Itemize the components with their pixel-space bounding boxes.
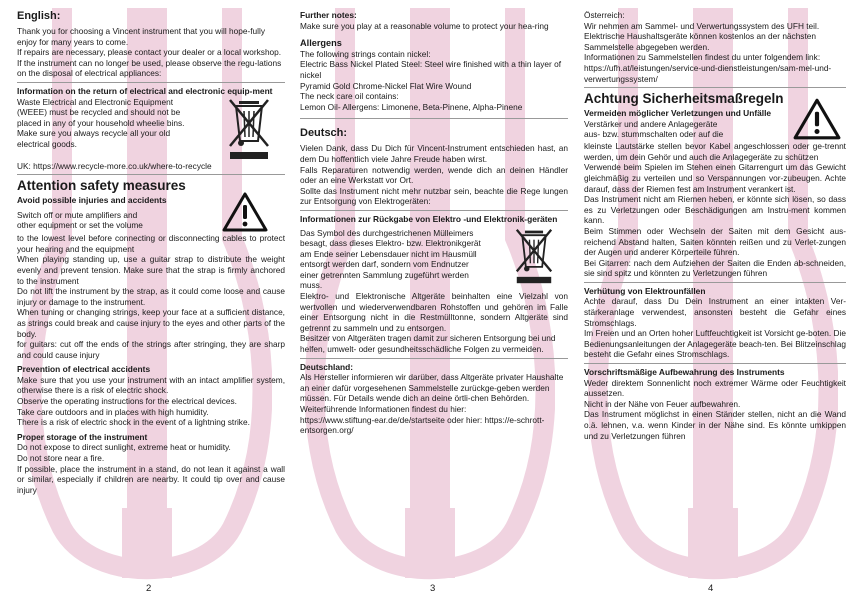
return-line: Das Symbol des durchgestrichenen Mülleimers <box>300 227 474 238</box>
return-line: entsorgt werden darf, sondern vom Endnutzer <box>300 259 469 270</box>
divider <box>584 282 846 283</box>
avoid-heading: Vermeiden möglicher Verletzungen und Unfälle <box>584 108 772 119</box>
warning-triangle-icon <box>221 191 269 233</box>
english-heading: English: <box>17 10 61 22</box>
divider <box>300 118 568 119</box>
avoid-paragraph: Verwende beim Spielen im Stehen einen Gitarrengurt um das Gewicht gleichmäßig zu verteilen und so Verspannungen vor-zubeugen. Achte darauf, dass der Riemen fest am Instrument verankert ist. <box>584 162 846 194</box>
return-line: einer getrennten Sammlung zugeführt werden <box>300 269 469 280</box>
allergens-line: Pyramid Gold Chrome-Nickel Flat Wire Wound <box>300 80 472 91</box>
allergens-line: Lemon Oil- Allergens: Limonene, Beta-Pinene, Alpha-Pinene <box>300 101 523 112</box>
uk-recycle-link[interactable]: UK: https://www.recycle-more.co.uk/where-to-recycle <box>17 160 212 171</box>
allergens-line: The following strings contain nickel: <box>300 48 431 59</box>
storage-paragraph: Weder direktem Sonnenlicht noch extremer Wärme oder Feuchtigkeit aussetzen. <box>584 377 846 399</box>
avoid-paragraph: Das Instrument nicht am Riemen heben, er könnte sich lösen, so dass es zu Verletzungen oder Beschädigungen am Instru-ment kommen kann. <box>584 194 846 226</box>
weee-line: Make sure you always recycle all your old <box>17 128 171 139</box>
return-line: am Ende seiner Lebensdauer nicht im Hausmüll <box>300 248 477 259</box>
divider <box>300 210 568 211</box>
electrical-paragraph: Im Freien und an Orten hoher Luftfeuchtigkeit ist Vorsicht ge-boten. Die Bedienungsanleitungen der Anlagegeräte beach-ten. Bei Blitzeinschlag besteht die Gefahr eines Stromschlags. <box>584 328 846 360</box>
weee-heading: Information on the return of electrical and electronic equip-ment <box>17 85 273 96</box>
page-number: 4 <box>708 583 714 594</box>
avoid-line: other equipment or set the volume <box>17 220 143 231</box>
storage-paragraph: Do not expose to direct sunlight, extreme heat or humidity. <box>17 442 231 453</box>
safety-block <box>584 91 846 141</box>
avoid-paragraph: to the lowest level before connecting or disconnecting cables to protect your hearing and the equipment <box>17 233 285 254</box>
prevention-paragraph: Take care outdoors and in places with high humidity. <box>17 406 209 417</box>
intro-paragraph: If repairs are necessary, please contact your dealer or a local workshop. <box>17 47 282 58</box>
return-paragraph: Elektro- und Elektronische Altgeräte beinhalten eine Vielzahl von wertvollen und wiederverwendbaren Rohstoffen und gehören im Falle einer Entsorgung nicht in die Restmülltonne, sondern Altgeräte sind getrennt zu sammeln und zu entsorgen. <box>300 291 568 333</box>
column-notes-deutsch <box>300 10 568 436</box>
crossed-bin-icon <box>512 227 556 285</box>
safety-heading: Achtung Sicherheitsmaßregeln <box>584 91 784 107</box>
allergens-heading: Allergens <box>300 38 342 49</box>
storage-heading: Proper storage of the instrument <box>17 431 148 442</box>
deutschland-paragraph: Als Hersteller informieren wir darüber, dass Altgeräte privater Haushalte an einer dafür vorgesehenen Sammelstelle zurückge-geben werden müssen. Für Details wende dich an deine örtli-chen Behörden. <box>300 372 564 404</box>
deutsch-paragraph: Vielen Dank, dass Du Dich für Vincent-Instrument entschieden hast, an dem Du hoffentlich viele Jahre Freude haben wirst. <box>300 143 568 164</box>
deutsch-heading: Deutsch: <box>300 127 348 140</box>
divider <box>17 174 285 175</box>
weee-line: placed in any of your household wheelie bins. <box>17 117 185 128</box>
return-block <box>300 225 568 292</box>
prevention-heading: Prevention of electrical accidents <box>17 364 151 375</box>
deutschland-paragraph: Weiterführende Informationen findest du hier: <box>300 404 467 414</box>
avoid-block <box>17 195 285 233</box>
avoid-paragraph: When tuning or changing strings, keep your face at a sufficient distance, as strings could break and cause injury to the eyes and other parts of the body. <box>17 307 285 339</box>
avoid-heading: Avoid possible injuries and accidents <box>17 195 167 206</box>
column-austria-safety <box>584 10 846 441</box>
allergens-line: The neck care oil contains: <box>300 91 399 102</box>
avoid-paragraph: kleinste Lautstärke stellen bevor Kabel angeschlossen oder ge-trennt werden, um dein Gehör und auch die Anlagegeräte zu schützen <box>584 141 846 162</box>
crossed-bin-icon <box>227 97 271 161</box>
deutsch-paragraph: Sollte das Instrument nicht mehr nutzbar sein, beachte die Rege lungen zur Entsorgung von Elektrogeräten: <box>300 185 568 207</box>
avoid-line: Switch off or mute amplifiers and <box>17 209 138 220</box>
further-notes-heading: Further notes: <box>300 10 357 20</box>
ufh-link[interactable]: https://ufh.at/leistungen/service-und-dienstleistungen/sam-mel-und-verwertungssystem/ <box>584 62 832 84</box>
warning-triangle-icon <box>792 97 842 141</box>
weee-line: Waste Electrical and Electronic Equipment <box>17 96 174 107</box>
storage-paragraph: Do not store near a fire. <box>17 453 105 464</box>
storage-paragraph: Das Instrument möglichst in einen Ständer stellen, nicht an die Wand o.ä. lehnen, v.a. wenn Kinder in der Nähe sind. Es könnte umkippen und zu Verletzungen führen <box>584 409 846 441</box>
storage-paragraph: Nicht in der Nähe von Feuer aufbewahren. <box>584 398 741 409</box>
allergens-line: Electric Bass Nickel Plated Steel: Steel wire finished with a thin layer of nickel <box>300 59 562 80</box>
storage-heading: Vorschriftsmäßige Aufbewahrung des Instruments <box>584 367 785 378</box>
intro-paragraph: If the instrument can no longer be used, please observe the regu-lations on the disposal of electrical appliances: <box>17 57 282 79</box>
page-number: 2 <box>146 583 152 594</box>
intro-paragraph: Thank you for choosing a Vincent instrument that you will hope-fully enjoy for many years to come. <box>17 26 265 47</box>
weee-block <box>17 97 285 161</box>
prevention-paragraph: There is a risk of electric shock in the event of a lightning strike. <box>17 417 250 428</box>
further-notes-text: Make sure you play at a reasonable volume to protect your hea-ring <box>300 20 549 31</box>
column-english <box>17 10 285 495</box>
safety-heading: Attention safety measures <box>17 178 186 194</box>
weee-line: (WEEE) must be recycled and should not be <box>17 107 181 118</box>
deutsch-paragraph: Falls Reparaturen notwendig werden, wende dich an deinen Händler oder an eine Werkstatt vor Ort. <box>300 164 568 186</box>
avoid-paragraph: When playing standing up, use a guitar strap to distribute the weight evenly and prevent tension. Make sure that the strap is firmly anchored to the instrument <box>17 254 285 286</box>
avoid-paragraph: for guitars: cut off the ends of the strings after stringing, they are sharp and could cause injury <box>17 339 285 360</box>
return-paragraph: Besitzer von Altgeräten tragen damit zur sicheren Entsorgung bei und helfen, umwelt- oder gesundheitsschädliche Folgen zu vermeiden. <box>300 333 556 355</box>
return-line: besagt, dass dieses Elektro- bzw. Elektronikgerät <box>300 238 481 249</box>
austria-heading: Österreich: <box>584 10 625 20</box>
prevention-paragraph: Make sure that you use your instrument with an intact amplifier system, otherwise there is a risk of electric shock. <box>17 374 285 396</box>
divider <box>17 82 285 83</box>
page-number: 3 <box>430 583 436 594</box>
weee-line: electrical goods. <box>17 138 77 149</box>
austria-paragraph: Informationen zu Sammelstellen findest du unter folgendem link: <box>584 52 821 63</box>
ear-link[interactable]: https://www.stiftung-ear.de/de/startseite oder hier: https://e-schrott-entsorgen.org/ <box>300 414 545 436</box>
deutschland-heading: Deutschland: <box>300 361 354 372</box>
prevention-paragraph: Observe the operating instructions for the electrical devices. <box>17 396 237 407</box>
austria-paragraph: Wir nehmen am Sammel- und Verwertungssystem des UFH teil. Elektrische Haushaltsgeräte können kostenlos an der nächsten Sammelstelle abgegeben werden. <box>584 20 820 52</box>
return-heading: Informationen zur Rückgabe von Elektro -und Elektronik-geräten <box>300 213 558 224</box>
avoid-paragraph: Beim Stimmen oder Wechseln der Saiten mit dem Gesicht aus-reichend Abstand halten, Saiten könnten reißen und zu Verlet-zungen der Augen und anderer Körperteile führen. <box>584 225 846 258</box>
divider <box>584 87 846 88</box>
electrical-paragraph: Achte darauf, dass Du Dein Instrument an einer intakten Ver-stärkeranlage verwendest, ansonsten besteht die Gefahr eines Stromschlags. <box>584 296 846 328</box>
divider <box>584 363 846 364</box>
avoid-paragraph: Do not lift the instrument by the strap, as it could come loose and cause injury or damage to the instrument. <box>17 286 285 307</box>
divider <box>300 358 568 359</box>
storage-paragraph: If possible, place the instrument in a stand, do not lean it against a wall or similar, especially if children are nearby. It could tip over and cause injury <box>17 463 285 495</box>
avoid-line: Verstärker und andere Anlagegeräte <box>584 118 718 129</box>
avoid-paragraph: Bei Gitarren: nach dem Aufziehen der Saiten die Enden ab-schneiden, sie sind spitz und könnten zu Verletzungen führen <box>584 257 846 279</box>
return-line: muss. <box>300 280 323 291</box>
avoid-line: aus- bzw. stummschalten oder auf die <box>584 129 724 140</box>
electrical-heading: Verhütung von Elektrounfällen <box>584 285 706 296</box>
